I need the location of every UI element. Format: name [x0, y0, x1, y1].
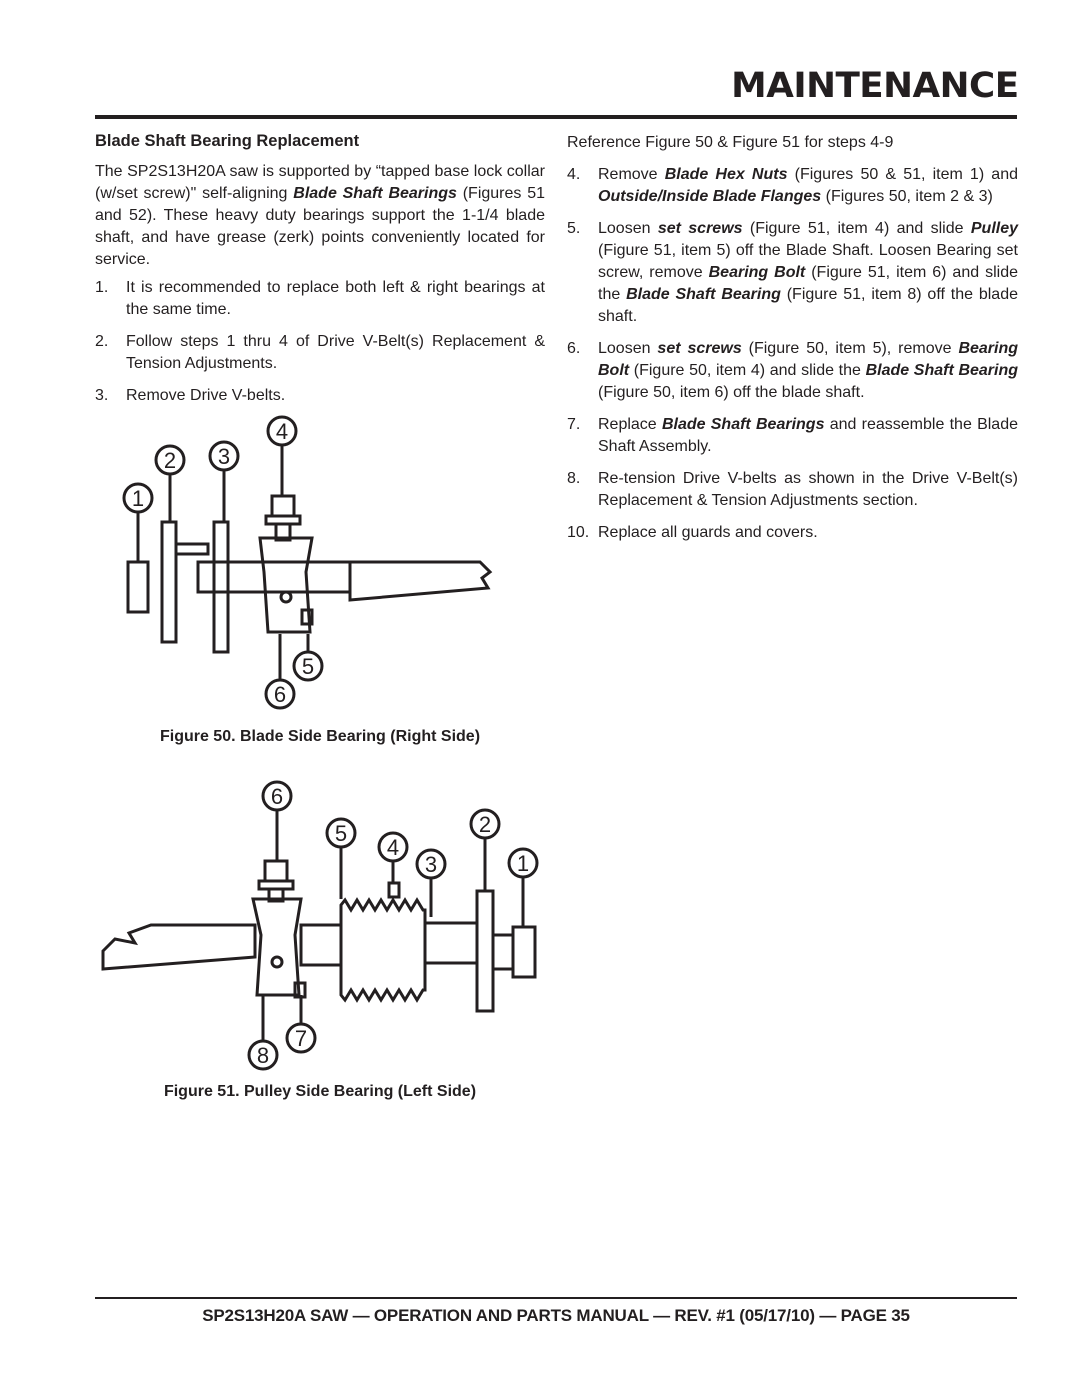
step-text: Loosen set screws (Figure 50, item 5), remove Bearing Bolt (Figure 50, item 4) and slide the Blade Shaft Bearing (Figure 50, item 6) off the blade shaft.: [598, 340, 1019, 401]
callout-label: 5: [301, 654, 315, 679]
step-1: [95, 277, 545, 321]
step-text: Replace Blade Shaft Bearings and reassemble the Blade Shaft Assembly.: [598, 416, 1019, 455]
figure-reference: Reference Figure 50 & Figure 51 for steps 4-9: [567, 134, 894, 151]
step-number: 5.: [567, 220, 581, 237]
callout-label: 3: [424, 852, 438, 877]
callout-label: 3: [217, 444, 231, 469]
callout-label: 5: [334, 821, 348, 846]
right-column: [567, 132, 1018, 554]
step-text: Remove Drive V-belts.: [126, 387, 286, 404]
intro-emphasis: Blade Shaft Bearings: [293, 185, 457, 202]
step-number: 2.: [95, 333, 109, 350]
page-footer: SP2S13H20A SAW — OPERATION AND PARTS MANUAL — REV. #1 (05/17/10) — PAGE 35: [202, 1306, 910, 1325]
figure-51-caption: Figure 51. Pulley Side Bearing (Left Side): [163, 1083, 477, 1100]
step-3: [95, 385, 545, 407]
step-number: 7.: [567, 416, 581, 433]
step-text: Replace all guards and covers.: [598, 524, 818, 541]
intro-text-cont: (Figures 51 and 52). These heavy duty bearings support the 1-1/4 blade shaft, and have grease (zerk) points conveniently located for service.: [95, 185, 546, 268]
step-7: [567, 414, 1018, 458]
step-4: [567, 164, 1018, 208]
step-5: [567, 218, 1018, 328]
step-8: [567, 468, 1018, 512]
left-column: [95, 132, 545, 417]
figure-50-diagram: [110, 412, 530, 712]
callout-label: 7: [294, 1026, 308, 1051]
section-heading: Blade Shaft Bearing Replacement: [95, 132, 360, 150]
step-2: [95, 331, 545, 375]
callout-label: 2: [478, 812, 492, 837]
step-6: [567, 338, 1018, 404]
callout-label: 1: [131, 486, 145, 511]
figure-51-diagram: [95, 775, 555, 1075]
callout-label: 6: [270, 784, 284, 809]
step-number: 3.: [95, 387, 109, 404]
callout-label: 6: [273, 682, 287, 707]
callout-label: 8: [256, 1043, 270, 1068]
callout-label: 1: [516, 851, 530, 876]
callout-label: 4: [386, 835, 400, 860]
intro-paragraph: [95, 161, 545, 271]
step-number: 8.: [567, 470, 581, 487]
step-number: 4.: [567, 166, 581, 183]
header-rule: [95, 115, 1017, 119]
footer-rule: [95, 1297, 1017, 1299]
step-10: [567, 522, 1018, 544]
figure-50-caption: Figure 50. Blade Side Bearing (Right Side): [159, 728, 481, 745]
callout-label: 2: [163, 448, 177, 473]
step-text: It is recommended to replace both left & right bearings at the same time.: [126, 279, 545, 318]
intro-text: The SP2S13H20A saw is supported by “tapped base lock collar (w/set screw)" self-aligning: [95, 163, 545, 202]
step-number: 6.: [567, 340, 581, 357]
callout-label: 4: [275, 419, 289, 444]
step-text: Re-tension Drive V-belts as shown in the Drive V-Belt(s) Replacement & Tension Adjustments section.: [598, 470, 1018, 509]
step-number: 1.: [95, 279, 109, 296]
step-text: Follow steps 1 thru 4 of Drive V-Belt(s) Replacement & Tension Adjustments.: [126, 333, 545, 372]
page-section-title: MAINTENANCE: [731, 66, 1019, 106]
step-text: Loosen set screws (Figure 51, item 4) and slide Pulley (Figure 51, item 5) off the Blade Shaft. Loosen Bearing set screw, remove Bearing Bolt (Figure 51, item 6) and slide the Blade Shaft Bearing (Figure 51, item 8) off the blade shaft.: [598, 220, 1019, 325]
step-number: 10.: [567, 524, 590, 541]
step-text: Remove Blade Hex Nuts (Figures 50 & 51, item 1) and Outside/Inside Blade Flanges (Figures 50, item 2 & 3): [598, 166, 1018, 205]
